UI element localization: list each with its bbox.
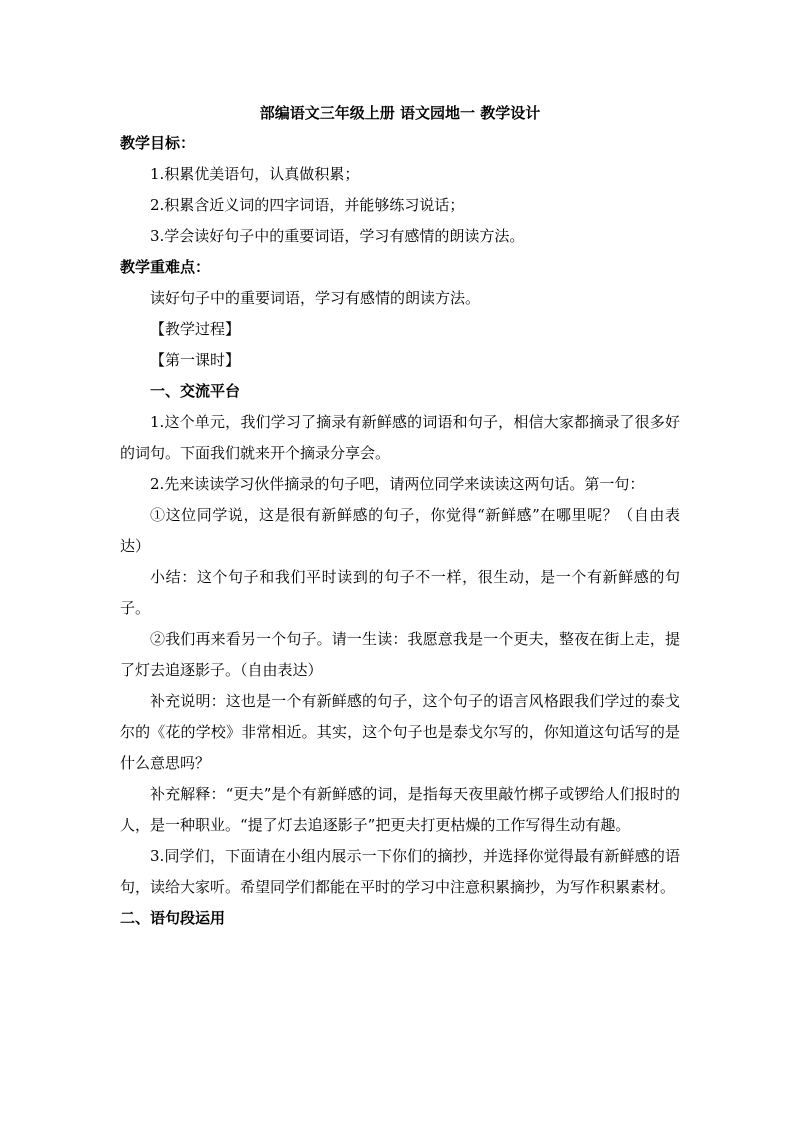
- paragraph-1: 1.这个单元，我们学习了摘录有新鲜感的词语和句子，相信大家都摘录了很多好的词句。下面我们就来开个摘录分享会。: [120, 413, 680, 462]
- lesson-label: 【第一课时】: [150, 351, 241, 369]
- paragraph-7: 补充解释：“更夫”是个有新鲜感的词，是指每天夜里敲竹梆子或锣给人们报时的人，是一种职业。“提了灯去追逐影子”把更夫打更枯燥的工作写得生动有趣。: [120, 785, 680, 834]
- objective-item-3: 3.学会读好句子中的重要词语，学习有感情的朗读方法。: [150, 227, 525, 245]
- document-body: [120, 98, 680, 934]
- paragraph-5: ②我们再来看另一个句子。请一生读：我愿意我是一个更夫，整夜在街上走，提了灯去追逐影子。（自由表达）: [120, 630, 680, 679]
- paragraph-6: 补充说明：这也是一个有新鲜感的句子，这个句子的语言风格跟我们学过的泰戈尔的《花的学校》非常相近。其实，这个句子也是泰戈尔写的，你知道这句话写的是什么意思吗？: [120, 692, 680, 772]
- paragraph-2: 2.先来读读学习伙伴摘录的句子吧，请两位同学来读读这两句话。第一句：: [150, 475, 645, 493]
- objective-item-2: 2.积累含近义词的四字词语，并能够练习说话；: [150, 196, 465, 214]
- objective-item-1: 1.积累优美语句，认真做积累；: [150, 165, 360, 183]
- key-points-heading: 教学重难点：: [120, 258, 211, 276]
- paragraph-8: 3.同学们，下面请在小组内展示一下你们的摘抄，并选择你觉得最有新鲜感的语句，读给大家听。希望同学们都能在平时的学习中注意积累摘抄，为写作积累素材。: [120, 847, 680, 896]
- key-points-text: 读好句子中的重要词语，学习有感情的朗读方法。: [150, 289, 481, 307]
- process-label: 【教学过程】: [150, 320, 241, 338]
- paragraph-4: 小结：这个句子和我们平时读到的句子不一样，很生动，是一个有新鲜感的句子。: [120, 568, 680, 617]
- part1-heading: 一、交流平台: [150, 382, 241, 400]
- part2-heading: 二、语句段运用: [120, 909, 226, 927]
- objectives-heading: 教学目标：: [120, 134, 196, 152]
- paragraph-3: ①这位同学说，这是很有新鲜感的句子，你觉得“新鲜感”在哪里呢？（自由表达）: [120, 506, 680, 555]
- document-title: 部编语文三年级上册 语文园地一 教学设计: [259, 104, 541, 122]
